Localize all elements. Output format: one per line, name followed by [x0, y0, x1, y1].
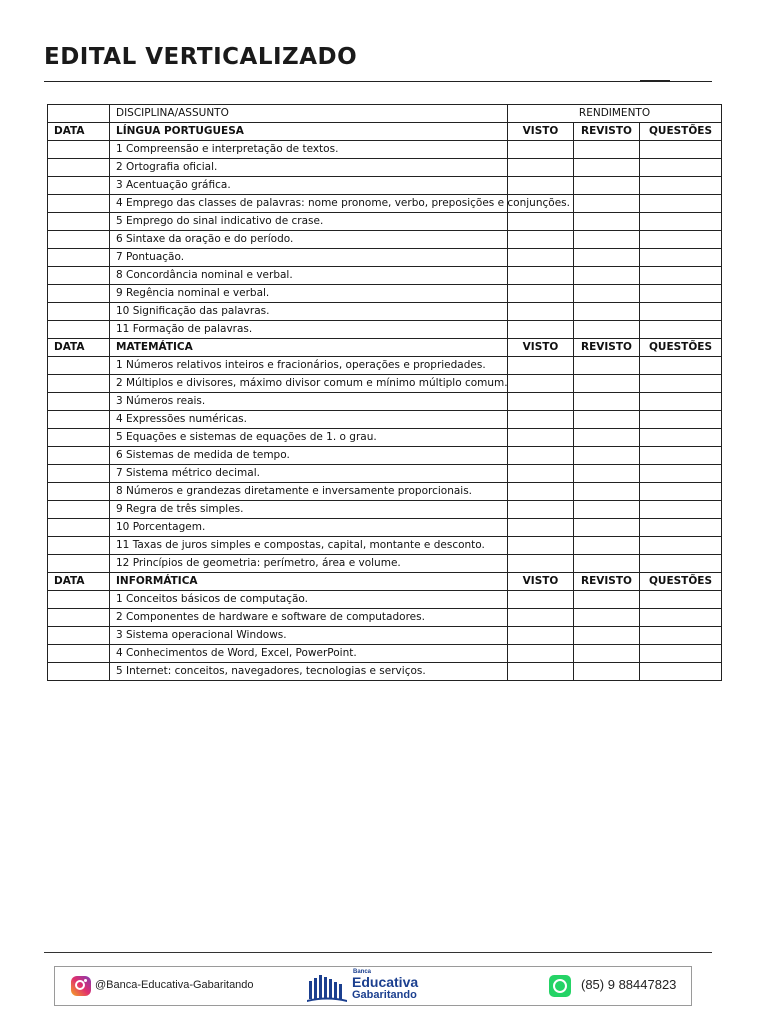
section-data-label: DATA — [48, 123, 110, 141]
rendimento-header: RENDIMENTO — [508, 105, 722, 123]
questoes-cell[interactable] — [640, 267, 722, 285]
date-cell[interactable] — [48, 303, 110, 321]
topic-text: 1 Conceitos básicos de computação. — [110, 591, 508, 609]
visto-cell[interactable] — [508, 411, 574, 429]
topic-row — [48, 285, 722, 303]
questoes-cell[interactable] — [640, 249, 722, 267]
topic-row — [48, 195, 722, 213]
visto-cell[interactable] — [508, 375, 574, 393]
revisto-cell[interactable] — [574, 159, 640, 177]
topic-row — [48, 537, 722, 555]
questoes-cell[interactable] — [640, 501, 722, 519]
revisto-cell[interactable] — [574, 393, 640, 411]
topic-text: 4 Emprego das classes de palavras: nome pronome, verbo, preposições e conjunções. — [110, 195, 508, 213]
visto-cell[interactable] — [508, 429, 574, 447]
topic-text: 2 Componentes de hardware e software de computadores. — [110, 609, 508, 627]
date-cell[interactable] — [48, 519, 110, 537]
visto-cell[interactable] — [508, 627, 574, 645]
topic-row — [48, 231, 722, 249]
title-divider — [44, 81, 712, 82]
topic-text: 8 Números e grandezas diretamente e inversamente proporcionais. — [110, 483, 508, 501]
revisto-cell[interactable] — [574, 483, 640, 501]
topic-text: 3 Números reais. — [110, 393, 508, 411]
topic-row — [48, 663, 722, 681]
questoes-header: QUESTÕES — [640, 123, 722, 141]
revisto-cell[interactable] — [574, 231, 640, 249]
revisto-cell[interactable] — [574, 555, 640, 573]
visto-header: VISTO — [508, 123, 574, 141]
visto-header: VISTO — [508, 573, 574, 591]
date-cell[interactable] — [48, 501, 110, 519]
instagram-handle[interactable]: @Banca-Educativa-Gabaritando — [95, 979, 254, 991]
date-cell[interactable] — [48, 141, 110, 159]
topic-text: 7 Pontuação. — [110, 249, 508, 267]
revisto-cell[interactable] — [574, 663, 640, 681]
date-cell[interactable] — [48, 321, 110, 339]
date-cell[interactable] — [48, 159, 110, 177]
questoes-cell[interactable] — [640, 645, 722, 663]
revisto-cell[interactable] — [574, 321, 640, 339]
date-cell[interactable] — [48, 663, 110, 681]
questoes-cell[interactable] — [640, 177, 722, 195]
revisto-cell[interactable] — [574, 645, 640, 663]
whatsapp-icon[interactable] — [549, 975, 571, 997]
topic-row — [48, 519, 722, 537]
questoes-cell[interactable] — [640, 591, 722, 609]
topic-row — [48, 609, 722, 627]
section-data-label: DATA — [48, 339, 110, 357]
visto-cell[interactable] — [508, 213, 574, 231]
visto-cell[interactable] — [508, 501, 574, 519]
questoes-header: QUESTÕES — [640, 573, 722, 591]
visto-cell[interactable] — [508, 321, 574, 339]
topic-row — [48, 627, 722, 645]
questoes-cell[interactable] — [640, 393, 722, 411]
table-header-row — [48, 105, 722, 123]
section-header-row — [48, 573, 722, 591]
topic-row — [48, 321, 722, 339]
topic-text: 4 Expressões numéricas. — [110, 411, 508, 429]
visto-cell[interactable] — [508, 141, 574, 159]
section-name: MATEMÁTICA — [110, 339, 508, 357]
topic-text: 10 Significação das palavras. — [110, 303, 508, 321]
phone-number[interactable]: (85) 9 88447823 — [581, 977, 677, 992]
topic-row — [48, 411, 722, 429]
topic-text: 10 Porcentagem. — [110, 519, 508, 537]
footer — [54, 966, 692, 1006]
questoes-cell[interactable] — [640, 465, 722, 483]
topic-row — [48, 213, 722, 231]
topic-row — [48, 267, 722, 285]
questoes-cell[interactable] — [640, 285, 722, 303]
questoes-cell[interactable] — [640, 375, 722, 393]
date-cell[interactable] — [48, 591, 110, 609]
revisto-cell[interactable] — [574, 195, 640, 213]
visto-cell[interactable] — [508, 483, 574, 501]
revisto-header: REVISTO — [574, 573, 640, 591]
topic-text: 4 Conhecimentos de Word, Excel, PowerPoint. — [110, 645, 508, 663]
questoes-cell[interactable] — [640, 429, 722, 447]
date-cell[interactable] — [48, 213, 110, 231]
topic-row — [48, 483, 722, 501]
section-header-row — [48, 123, 722, 141]
instagram-icon[interactable] — [71, 976, 91, 996]
visto-cell[interactable] — [508, 645, 574, 663]
topic-text: 2 Ortografia oficial. — [110, 159, 508, 177]
topic-text: 11 Taxas de juros simples e compostas, capital, montante e desconto. — [110, 537, 508, 555]
questoes-cell[interactable] — [640, 213, 722, 231]
section-name: INFORMÁTICA — [110, 573, 508, 591]
topic-row — [48, 375, 722, 393]
topic-text: 6 Sintaxe da oração e do período. — [110, 231, 508, 249]
topic-text: 1 Compreensão e interpretação de textos. — [110, 141, 508, 159]
topic-row — [48, 357, 722, 375]
topic-row — [48, 465, 722, 483]
questoes-cell[interactable] — [640, 483, 722, 501]
topic-text: 8 Concordância nominal e verbal. — [110, 267, 508, 285]
topic-text: 1 Números relativos inteiros e fracionários, operações e propriedades. — [110, 357, 508, 375]
date-cell[interactable] — [48, 231, 110, 249]
questoes-cell[interactable] — [640, 231, 722, 249]
questoes-cell[interactable] — [640, 141, 722, 159]
revisto-cell[interactable] — [574, 519, 640, 537]
topic-row — [48, 591, 722, 609]
revisto-cell[interactable] — [574, 375, 640, 393]
questoes-cell[interactable] — [640, 609, 722, 627]
topic-text: 9 Regra de três simples. — [110, 501, 508, 519]
header-empty-cell — [48, 105, 110, 123]
brand-logo — [307, 969, 447, 1005]
questoes-cell[interactable] — [640, 303, 722, 321]
date-cell[interactable] — [48, 537, 110, 555]
topic-row — [48, 141, 722, 159]
date-cell[interactable] — [48, 465, 110, 483]
topic-text: 7 Sistema métrico decimal. — [110, 465, 508, 483]
visto-cell[interactable] — [508, 231, 574, 249]
revisto-cell[interactable] — [574, 213, 640, 231]
topic-text: 5 Emprego do sinal indicativo de crase. — [110, 213, 508, 231]
date-cell[interactable] — [48, 483, 110, 501]
questoes-cell[interactable] — [640, 627, 722, 645]
logo-main-text: Educativa — [352, 974, 419, 990]
visto-cell[interactable] — [508, 555, 574, 573]
visto-cell[interactable] — [508, 393, 574, 411]
revisto-cell[interactable] — [574, 177, 640, 195]
section-header-row — [48, 339, 722, 357]
visto-cell[interactable] — [508, 537, 574, 555]
section-data-label: DATA — [48, 573, 110, 591]
visto-cell[interactable] — [508, 663, 574, 681]
revisto-cell[interactable] — [574, 447, 640, 465]
visto-cell[interactable] — [508, 159, 574, 177]
topic-text: 2 Múltiplos e divisores, máximo divisor comum e mínimo múltiplo comum. — [110, 375, 508, 393]
visto-cell[interactable] — [508, 249, 574, 267]
topic-text: 12 Princípios de geometria: perímetro, área e volume. — [110, 555, 508, 573]
questoes-cell[interactable] — [640, 519, 722, 537]
revisto-cell[interactable] — [574, 411, 640, 429]
date-cell[interactable] — [48, 645, 110, 663]
revisto-cell[interactable] — [574, 627, 640, 645]
topic-text: 5 Internet: conceitos, navegadores, tecnologias e serviços. — [110, 663, 508, 681]
topic-row — [48, 159, 722, 177]
visto-cell[interactable] — [508, 591, 574, 609]
revisto-cell[interactable] — [574, 591, 640, 609]
date-cell[interactable] — [48, 195, 110, 213]
revisto-cell[interactable] — [574, 249, 640, 267]
topic-row — [48, 249, 722, 267]
date-cell[interactable] — [48, 411, 110, 429]
footer-divider — [44, 952, 712, 953]
date-cell[interactable] — [48, 429, 110, 447]
topic-row — [48, 177, 722, 195]
date-cell[interactable] — [48, 177, 110, 195]
revisto-cell[interactable] — [574, 267, 640, 285]
date-cell[interactable] — [48, 357, 110, 375]
topic-text: 11 Formação de palavras. — [110, 321, 508, 339]
questoes-cell[interactable] — [640, 663, 722, 681]
visto-cell[interactable] — [508, 519, 574, 537]
topic-row — [48, 393, 722, 411]
questoes-cell[interactable] — [640, 321, 722, 339]
edital-table — [47, 104, 722, 681]
revisto-cell[interactable] — [574, 501, 640, 519]
date-cell[interactable] — [48, 627, 110, 645]
topic-text: 5 Equações e sistemas de equações de 1. o grau. — [110, 429, 508, 447]
revisto-cell[interactable] — [574, 303, 640, 321]
visto-cell[interactable] — [508, 267, 574, 285]
revisto-cell[interactable] — [574, 609, 640, 627]
visto-cell[interactable] — [508, 177, 574, 195]
questoes-cell[interactable] — [640, 357, 722, 375]
logo-sub-text: Gabaritando — [352, 989, 417, 1001]
questoes-cell[interactable] — [640, 159, 722, 177]
visto-cell[interactable] — [508, 465, 574, 483]
topic-text: 3 Acentuação gráfica. — [110, 177, 508, 195]
questoes-cell[interactable] — [640, 555, 722, 573]
revisto-cell[interactable] — [574, 537, 640, 555]
date-cell[interactable] — [48, 267, 110, 285]
topic-row — [48, 303, 722, 321]
revisto-header: REVISTO — [574, 339, 640, 357]
topic-row — [48, 555, 722, 573]
questoes-cell[interactable] — [640, 195, 722, 213]
questoes-header: QUESTÕES — [640, 339, 722, 357]
topic-text: 3 Sistema operacional Windows. — [110, 627, 508, 645]
visto-header: VISTO — [508, 339, 574, 357]
date-cell[interactable] — [48, 393, 110, 411]
revisto-header: REVISTO — [574, 123, 640, 141]
section-name: LÍNGUA PORTUGUESA — [110, 123, 508, 141]
page-title: EDITAL VERTICALIZADO — [44, 44, 358, 70]
date-cell[interactable] — [48, 249, 110, 267]
disciplina-header: DISCIPLINA/ASSUNTO — [110, 105, 508, 123]
books-logo-icon — [307, 975, 347, 1003]
questoes-cell[interactable] — [640, 447, 722, 465]
topic-text: 6 Sistemas de medida de tempo. — [110, 447, 508, 465]
visto-cell[interactable] — [508, 357, 574, 375]
date-cell[interactable] — [48, 447, 110, 465]
topic-row — [48, 447, 722, 465]
topic-row — [48, 645, 722, 663]
topic-row — [48, 429, 722, 447]
questoes-cell[interactable] — [640, 411, 722, 429]
revisto-cell[interactable] — [574, 357, 640, 375]
date-cell[interactable] — [48, 609, 110, 627]
visto-cell[interactable] — [508, 447, 574, 465]
revisto-cell[interactable] — [574, 429, 640, 447]
date-cell[interactable] — [48, 375, 110, 393]
visto-cell[interactable] — [508, 285, 574, 303]
date-cell[interactable] — [48, 285, 110, 303]
date-cell[interactable] — [48, 555, 110, 573]
topic-text: 9 Regência nominal e verbal. — [110, 285, 508, 303]
revisto-cell[interactable] — [574, 141, 640, 159]
visto-cell[interactable] — [508, 303, 574, 321]
visto-cell[interactable] — [508, 609, 574, 627]
revisto-cell[interactable] — [574, 465, 640, 483]
topic-row — [48, 501, 722, 519]
revisto-cell[interactable] — [574, 285, 640, 303]
questoes-cell[interactable] — [640, 537, 722, 555]
logo-small-text: Banca — [353, 969, 372, 975]
